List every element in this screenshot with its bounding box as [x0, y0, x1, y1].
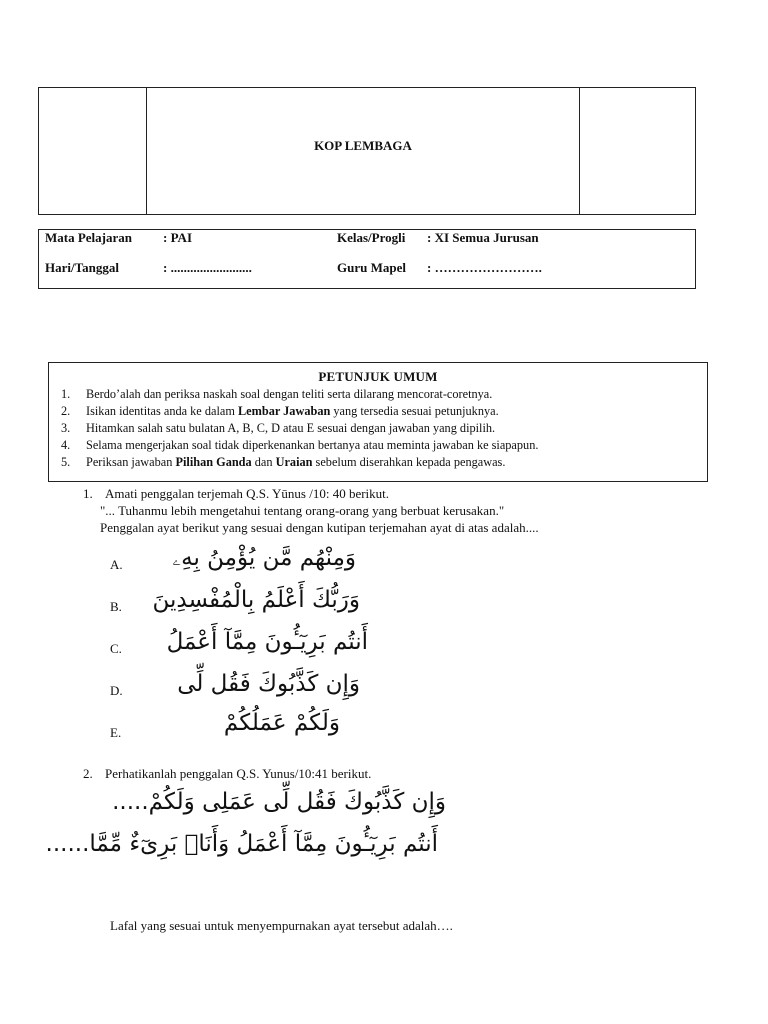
instruction-number: 1. [61, 387, 71, 401]
instruction-text: Berdo’alah dan periksa naskah soal dengan teliti serta dilarang mencorat-coretnya. [86, 387, 493, 401]
option-c-letter: C. [110, 641, 122, 656]
kop-header-box [38, 87, 696, 215]
instructions-title: PETUNJUK UMUM [318, 369, 438, 384]
date-value: : ......................... [163, 260, 252, 275]
teacher-value: : ……………………. [427, 260, 542, 275]
instruction-item [61, 403, 538, 420]
instruction-emphasis: Pilihan Ganda [175, 455, 252, 469]
instruction-item [61, 454, 538, 471]
instruction-text: Isikan identitas anda ke dalam [86, 404, 238, 418]
option-b-letter: B. [110, 599, 122, 614]
question-prompt: Lafal yang sesuai untuk menyempurnakan ayat tersebut adalah…. [110, 918, 453, 933]
instruction-emphasis: Uraian [275, 455, 313, 469]
question-text: Perhatikanlah penggalan Q.S. Yunus/10:41 berikut. [105, 766, 372, 781]
quoted-translation: "... Tuhanmu lebih mengetahui tentang orang-orang yang berbuat kerusakan." [100, 503, 505, 518]
institution-title: KOP LEMBAGA [314, 138, 412, 153]
option-e-arabic: وَلَكُمْ عَمَلُكُمْ [223, 710, 340, 736]
question-number: 1. [83, 486, 93, 501]
teacher-label: Guru Mapel [337, 260, 406, 275]
instruction-number: 3. [61, 421, 71, 435]
instruction-number: 5. [61, 455, 71, 469]
instruction-text: sebelum diserahkan kepada pengawas. [312, 455, 506, 469]
instruction-text: Periksan jawaban [86, 455, 176, 469]
logo-cell-right [579, 88, 695, 214]
verse-line-1: وَإِن كَذَّبُوكَ فَقُل لِّى عَمَلِى وَلَكُمْ..... [112, 789, 446, 815]
question-text: Amati penggalan terjemah Q.S. Yūnus /10: 40 berikut. [105, 486, 390, 501]
instruction-text: Hitamkan salah satu bulatan A, B, C, D atau E sesuai dengan jawaban yang dipilih. [86, 421, 496, 435]
instruction-text: Selama mengerjakan soal tidak diperkenankan bertanya atau meminta jawaban ke siapapun. [86, 438, 539, 452]
question-prompt: Penggalan ayat berikut yang sesuai dengan kutipan terjemahan ayat di atas adalah.... [100, 520, 539, 535]
instruction-item [61, 386, 538, 403]
option-e-letter: E. [110, 725, 122, 740]
subject-label: Mata Pelajaran [45, 230, 133, 245]
logo-cell-left [39, 88, 147, 214]
instructions-list [61, 386, 538, 471]
instruction-text: yang tersedia sesuai petunjuknya. [330, 404, 499, 418]
verse-line-2: أَنتُم بَرِيٓـُٔونَ مِمَّآ أَعْمَلُ وَأَنَا۠ بَرِىٓءٌ مِّمَّا...... [45, 831, 438, 857]
subject-value: : PAI [163, 230, 193, 245]
option-d-arabic: وَإِن كَذَّبُوكَ فَقُل لِّى [177, 671, 360, 697]
date-label: Hari/Tanggal [45, 260, 119, 275]
option-d-letter: D. [110, 683, 123, 698]
instruction-number: 2. [61, 404, 71, 418]
instruction-item [61, 420, 538, 437]
class-label: Kelas/Progli [337, 230, 406, 245]
instructions-box [48, 362, 708, 482]
instruction-text: dan [251, 455, 276, 469]
instruction-number: 4. [61, 438, 71, 452]
exam-info-box [38, 229, 696, 289]
question-number: 2. [83, 766, 93, 781]
option-a-arabic: وَمِنْهُم مَّن يُؤْمِنُ بِهِۦ [172, 545, 356, 571]
instruction-emphasis: Lembar Jawaban [237, 404, 331, 418]
option-a-letter: A. [110, 557, 123, 572]
option-c-arabic: أَنتُم بَرِيٓـُٔونَ مِمَّآ أَعْمَلُ [166, 629, 368, 655]
option-b-arabic: وَرَبُّكَ أَعْلَمُ بِالْمُفْسِدِينَ [152, 587, 360, 613]
instruction-item [61, 437, 538, 454]
class-value: : XI Semua Jurusan [427, 230, 539, 245]
